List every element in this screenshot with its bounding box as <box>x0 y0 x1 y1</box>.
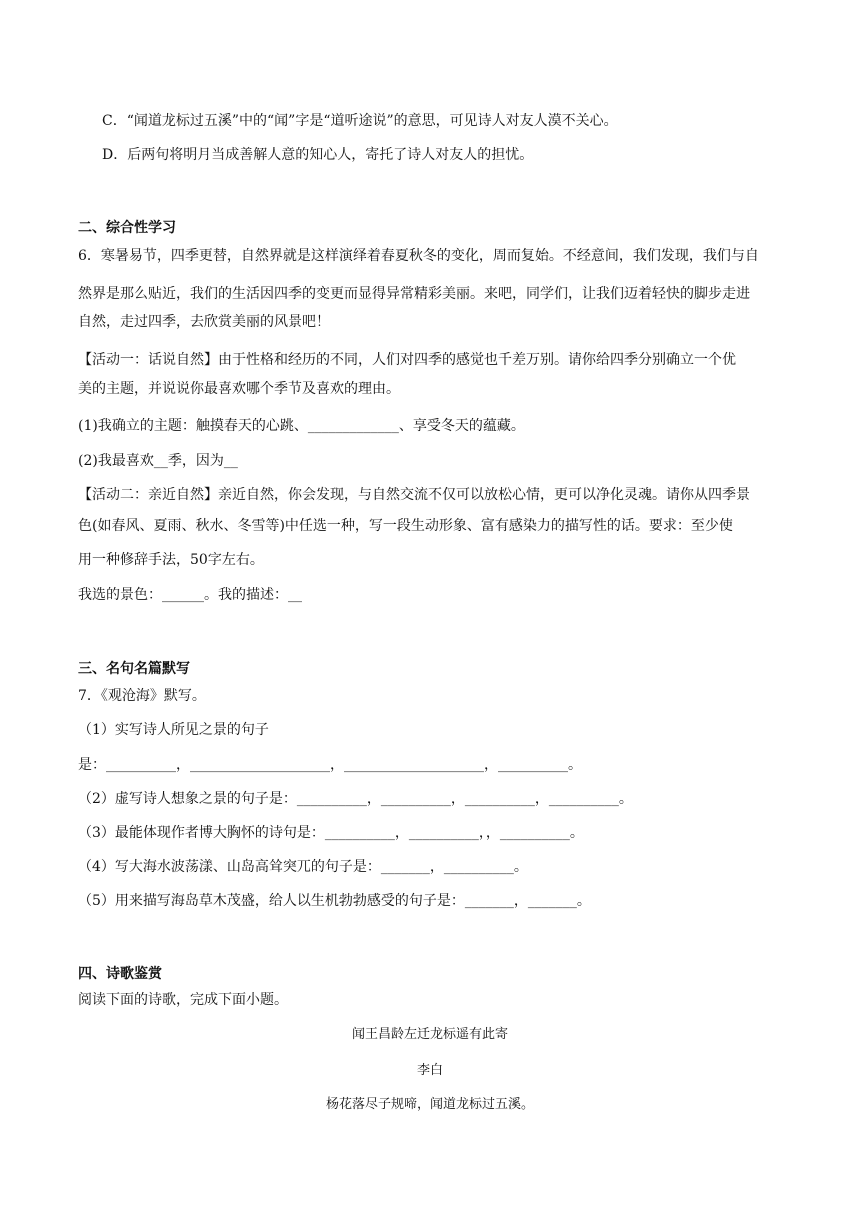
question-7-item-1: （1）实写诗人所见之景的句子 <box>78 722 269 738</box>
option-d: D．后两句将明月当成善解人意的知心人，寄托了诗人对友人的担忧。 <box>102 147 534 163</box>
activity-2-line-2: 色(如春风、夏雨、秋水、冬雪等)中任选一种，写一段生动形象、富有感染力的描写性的话。要求：至少使 <box>78 518 733 534</box>
activity-1-line-2: 美的主题，并说说你最喜欢哪个季节及喜欢的理由。 <box>78 381 400 397</box>
section-4-intro: 阅读下面的诗歌，完成下面小题。 <box>78 992 288 1008</box>
activity-1-line-1: 【活动一：话说自然】由于性格和经历的不同，人们对四季的感觉也千差万别。请你给四季分别确立一个优 <box>78 352 736 368</box>
activity-2-line-1: 【活动二：亲近自然】亲近自然，你会发现，与自然交流不仅可以放松心情，更可以净化灵魂。请你从四季景 <box>78 487 750 503</box>
question-7-item-1-answer: 是：__________，____________________，____________________，__________。 <box>78 757 582 773</box>
section-heading-famous-lines: 三、名句名篇默写 <box>78 661 190 677</box>
question-2-3: 我选的景色：______。我的描述：__ <box>78 587 302 603</box>
activity-2-line-3: 用一种修辞手法，50字左右。 <box>78 552 264 568</box>
poem-author: 李白 <box>416 1063 443 1078</box>
poem-line-1: 杨花落尽子规啼，闻道龙标过五溪。 <box>325 1097 534 1112</box>
poem-title: 闻王昌龄左迁龙标遥有此寄 <box>351 1027 508 1042</box>
option-c: C．“闻道龙标过五溪”中的“闻”字是“道听途说”的意思，可见诗人对友人漠不关心。 <box>102 113 618 129</box>
section-heading-comprehensive-study: 二、综合性学习 <box>78 220 176 236</box>
question-6-intro-line-2: 然界是那么贴近，我们的生活因四季的变更而显得异常精彩美丽。来吧，同学们，让我们迈着轻快的脚步走进 <box>78 286 750 302</box>
question-6-intro-line-1: 6．寒暑易节，四季更替，自然界就是这样演绎着春夏秋冬的变化，周而复始。不经意间，我们发现，我们与自 <box>78 248 759 264</box>
question-7-item-4: （4）写大海水波荡漾、山岛高耸突兀的句子是：_______，__________。 <box>78 859 528 875</box>
question-6-intro-line-3: 自然，走过四季，去欣赏美丽的风景吧！ <box>78 314 330 330</box>
section-heading-poetry-appreciation: 四、诗歌鉴赏 <box>78 966 162 982</box>
question-7-item-5: （5）用来描写海岛草木茂盛，给人以生机勃勃感受的句子是：_______，_______。 <box>78 893 591 909</box>
question-2-2: (2)我最喜欢__季，因为__ <box>78 453 238 469</box>
question-7-item-3: （3）最能体现作者博大胸怀的诗句是：__________，__________，，__________。 <box>78 825 584 841</box>
question-7-item-2: （2）虚写诗人想象之景的句子是：__________，__________，__________，__________。 <box>78 791 633 807</box>
question-7-intro: 7．《观沧海》默写。 <box>78 688 206 704</box>
question-2-1: (1)我确立的主题：触摸春天的心跳、_____________、享受冬天的蕴藏。 <box>78 418 525 434</box>
